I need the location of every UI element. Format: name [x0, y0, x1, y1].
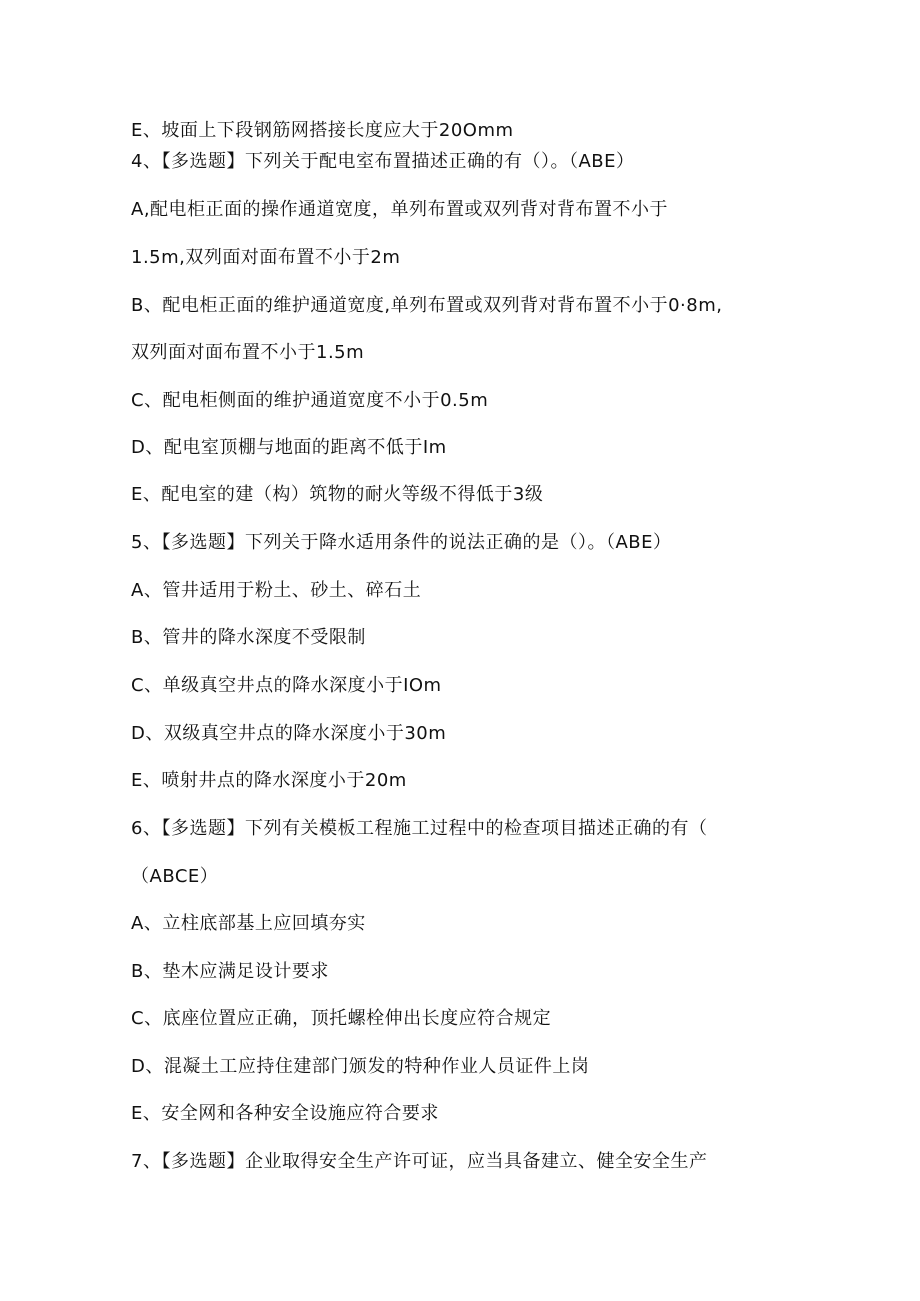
question-5-title: 5、【多选题】下列关于降水适用条件的说法正确的是（）。（ABE）	[131, 532, 672, 553]
text-line: E、坡面上下段钢筋网搭接长度应大于20Omm	[131, 120, 514, 141]
question-6-title: 6、【多选题】下列有关模板工程施工过程中的检查项目描述正确的有（	[131, 818, 708, 839]
text-line: 双列面对面布置不小于1.5m	[131, 342, 365, 363]
text-line: B、管井的降水深度不受限制	[131, 627, 366, 648]
text-line: D、配电室顶棚与地面的距离不低于Im	[131, 437, 447, 458]
text-line: 1.5m,双列面对面布置不小于2m	[131, 247, 401, 268]
text-line: A,配电柜正面的操作通道宽度，单列布置或双列背对背布置不小于	[131, 199, 669, 220]
text-line: C、单级真空井点的降水深度小于IOm	[131, 675, 442, 696]
text-line: C、底座位置应正确，顶托螺栓伸出长度应符合规定	[131, 1008, 552, 1029]
text-line: C、配电柜侧面的维护通道宽度不小于0.5m	[131, 390, 489, 411]
text-line: E、喷射井点的降水深度小于20m	[131, 770, 407, 791]
text-line: E、配电室的建（构）筑物的耐火等级不得低于3级	[131, 484, 544, 505]
text-line: B、垫木应满足设计要求	[131, 961, 329, 982]
text-line: A、立柱底部基上应回填夯实	[131, 913, 366, 934]
text-line: E、安全网和各种安全设施应符合要求	[131, 1103, 439, 1124]
text-line: D、混凝土工应持住建部门颁发的特种作业人员证件上岗	[131, 1056, 590, 1077]
question-7-title: 7、【多选题】企业取得安全生产许可证，应当具备建立、健全安全生产	[131, 1151, 708, 1172]
text-line: A、管井适用于粉土、砂土、碎石土	[131, 580, 422, 601]
text-line: D、双级真空井点的降水深度小于30m	[131, 723, 447, 744]
question-4-title: 4、【多选题】下列关于配电室布置描述正确的有（）。（ABE）	[131, 151, 635, 172]
text-line: B、配电柜正面的维护通道宽度,单列布置或双列背对背布置不小于0·8m,	[131, 295, 723, 316]
text-line: （ABCE）	[131, 866, 219, 887]
